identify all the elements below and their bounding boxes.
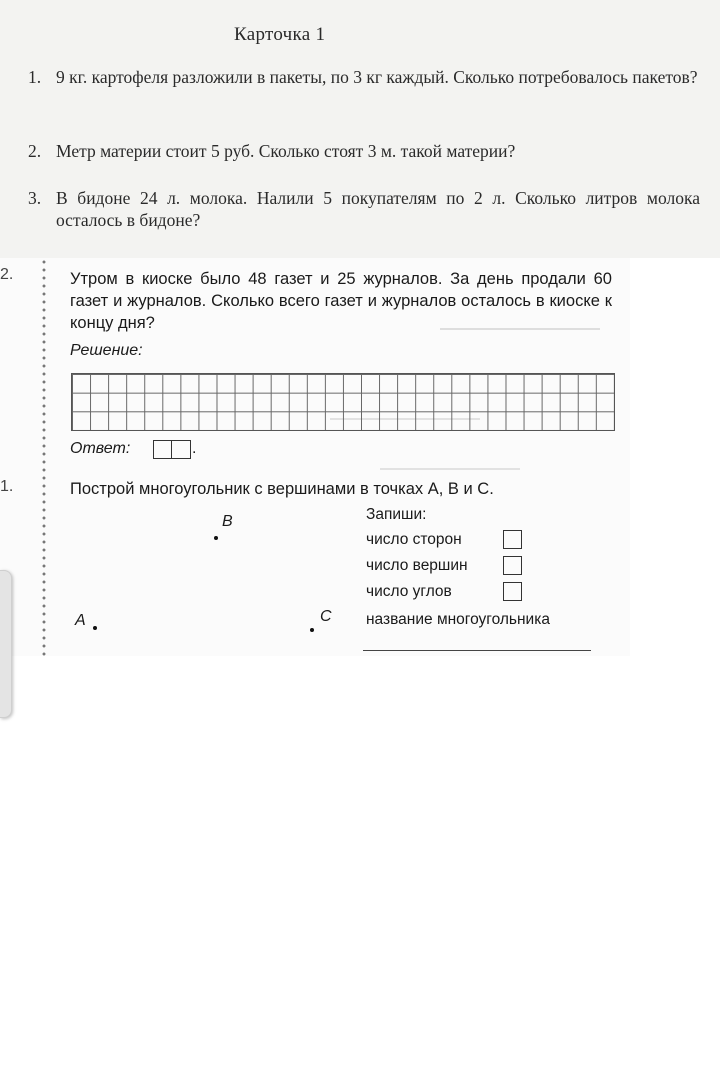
record-vertices-label: число вершин — [366, 557, 468, 574]
polygon-task-text: Построй многоугольник с вершинами в точках A, B и C. — [70, 480, 494, 498]
point-c-dot — [310, 628, 314, 632]
answer-label: Ответ: — [70, 440, 131, 457]
answer-box — [153, 440, 191, 459]
solution-grid — [71, 373, 615, 431]
point-b-dot — [214, 536, 218, 540]
word-problem-text: Утром в киоске было 48 газет и 25 журналов. За день продали 60 газет и журналов. Сколько всего газет и журналов осталось в киоске к концу дня? — [70, 270, 612, 332]
vertices-answer-box — [503, 556, 522, 575]
record-title: Запиши: — [366, 506, 427, 523]
solution-label: Решение: — [70, 342, 143, 359]
task-2 — [28, 140, 700, 162]
card-title: Карточка 1 — [234, 24, 326, 45]
record-sides-label: число сторон — [366, 531, 462, 548]
task-3 — [28, 187, 700, 231]
answer-dot: . — [192, 440, 197, 457]
task-text: В бидоне 24 л. молока. Налили 5 покупателям по 2 л. Сколько литров молока осталось в бидоне? — [56, 188, 700, 230]
task-text: 9 кг. картофеля разложили в пакеты, по 3 кг каждый. Сколько потребовалось пакетов? — [56, 67, 698, 87]
record-angles-label: число углов — [366, 583, 452, 600]
sides-answer-box — [503, 530, 522, 549]
worksheet-photo — [0, 258, 630, 656]
point-c-label: C — [320, 608, 332, 625]
task-number: 3. — [28, 188, 42, 208]
point-a-label: A — [75, 612, 86, 629]
edge-task-number: 2. — [0, 266, 14, 283]
side-pull-tab[interactable] — [0, 570, 12, 718]
record-name-label: название многоугольника — [366, 611, 550, 628]
polygon-name-answer-line — [363, 650, 591, 651]
task-number: 1. — [28, 67, 42, 87]
task-number: 2. — [28, 141, 42, 161]
edge-task-number: 1. — [0, 478, 14, 495]
card-1-section — [0, 0, 720, 258]
task-text: Метр материи стоит 5 руб. Сколько стоят 3 м. такой материи? — [56, 141, 516, 161]
point-a-dot — [93, 626, 97, 630]
task-1 — [28, 66, 700, 88]
bleed-through-mark — [380, 468, 520, 470]
point-b-label: B — [222, 513, 233, 530]
perforation-dots — [42, 258, 46, 656]
angles-answer-box — [503, 582, 522, 601]
